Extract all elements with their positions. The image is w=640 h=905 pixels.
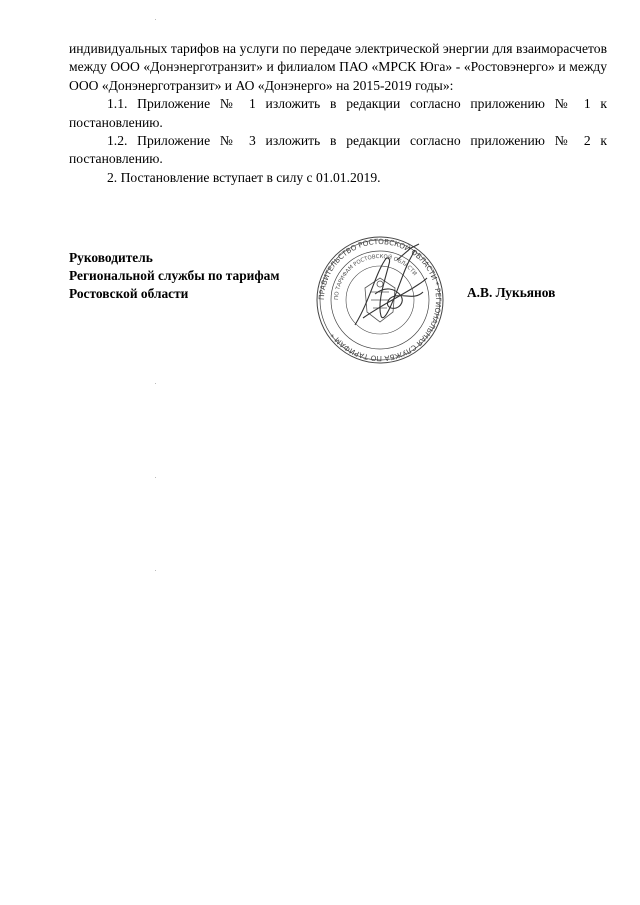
signatory-title-line: Руководитель	[69, 250, 153, 265]
paragraph-item-2: 2. Постановление вступает в силу с 01.01.2019.	[107, 169, 381, 185]
paragraph-item-1-2: 1.2. Приложение № 3 изложить в редакции согласно приложению № 2 к постановлению.	[69, 133, 607, 167]
paragraph-intro: индивидуальных тарифов на услуги по передаче электрической энергии для взаиморасчетов между ООО «Донэнерготранзит» и филиалом ПАО «МРСК Юга» - «Ростовэнерго» и между ООО «Донэнерготранзит» и АО «Донэнерго» на 2015-2019 годы»:	[69, 41, 607, 93]
seal-outer-text: ПРАВИТЕЛЬСТВО РОСТОВСКОЙ ОБЛАСТИ * РЕГИОНАЛЬНАЯ СЛУЖБА ПО ТАРИФАМ *	[316, 236, 444, 364]
signatory-title-line: Региональной службы по тарифам	[69, 267, 280, 283]
seal-inner-text: ПО ТАРИФАМ РОСТОВСКОЙ ОБЛАСТИ	[333, 253, 418, 301]
scan-dot	[155, 570, 156, 571]
official-seal-stamp	[315, 230, 445, 370]
paragraph-item-1-1: 1.1. Приложение № 1 изложить в редакции согласно приложению № 1 к постановлению.	[69, 96, 607, 130]
scan-dot	[155, 477, 156, 478]
signatory-title-line: Ростовской области	[69, 285, 189, 301]
scan-dot	[155, 383, 156, 384]
scan-dot	[155, 19, 156, 20]
signatory-name: А.В. Лукьянов	[467, 285, 556, 300]
signatory-title	[69, 249, 279, 302]
document-body	[69, 40, 607, 187]
